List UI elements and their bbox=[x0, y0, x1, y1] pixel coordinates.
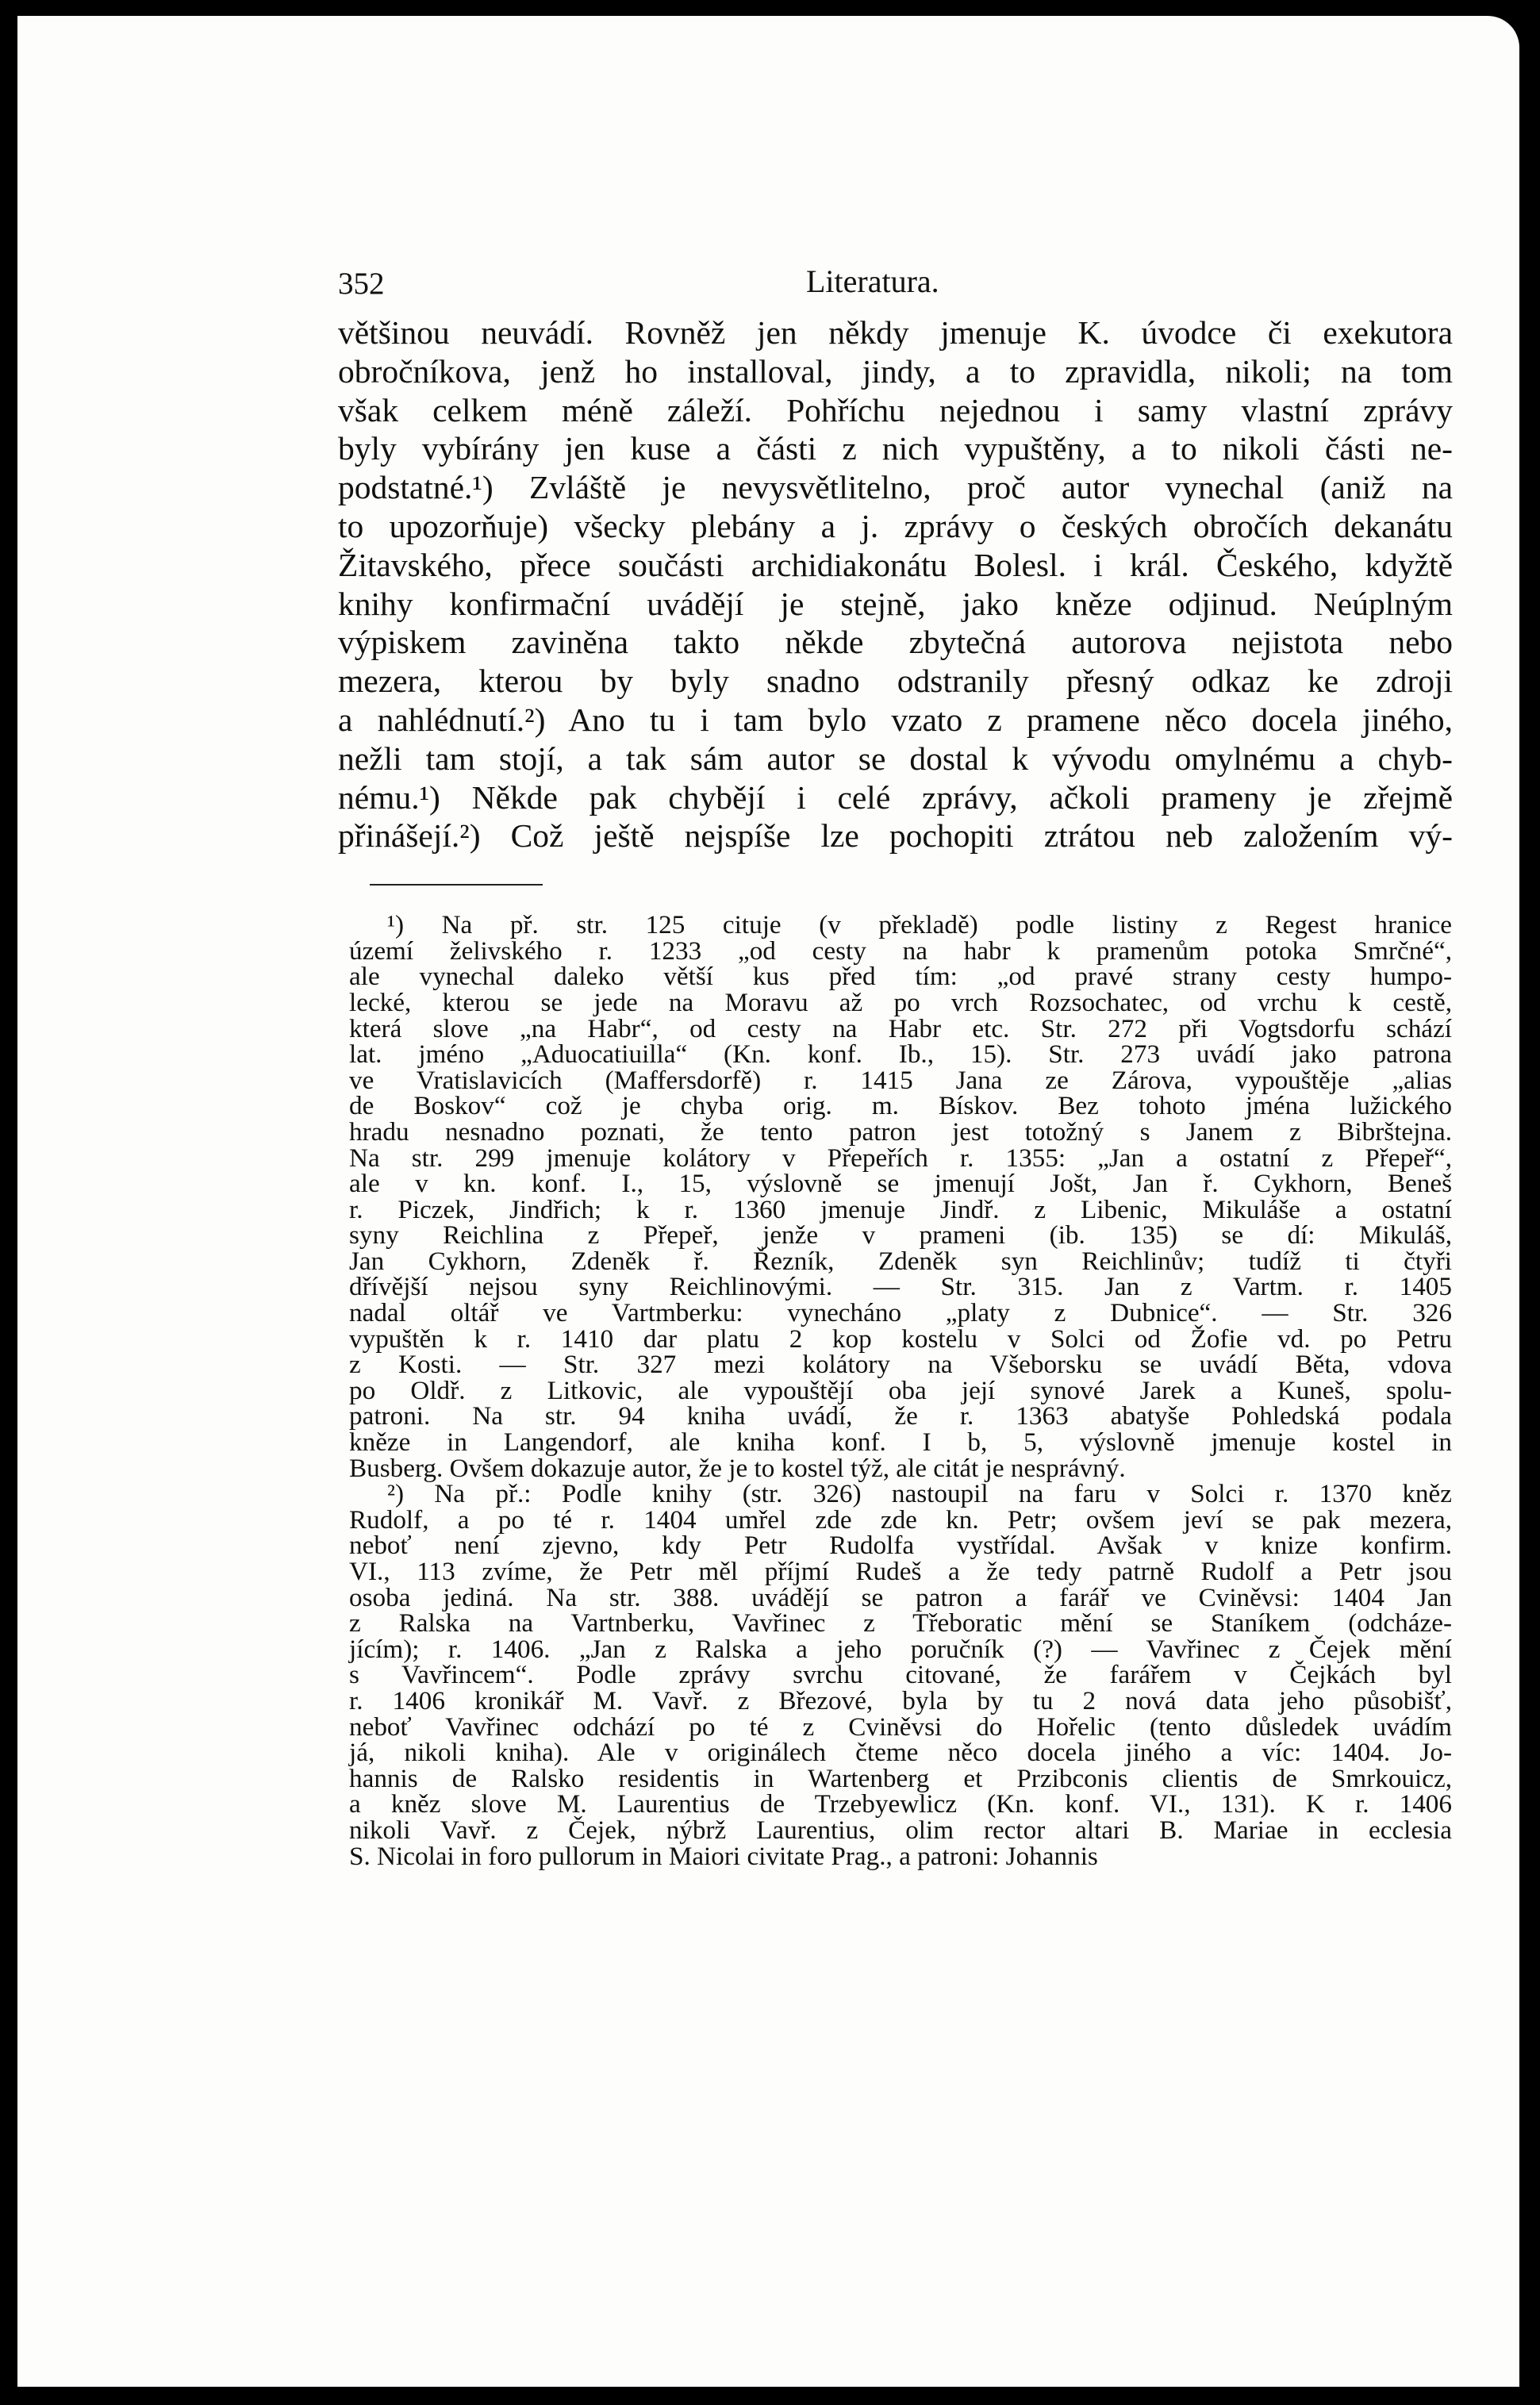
page-number: 352 bbox=[338, 267, 385, 301]
footnote-line: z Ralska na Vartnberku, Vavřinec z Třeboratic mění se Staníkem (odcháze- bbox=[349, 1608, 1452, 1639]
footnote-line: nikoli Vavř. z Čejek, nýbrž Laurentius, olim rector altari B. Mariae in ecclesia bbox=[349, 1815, 1452, 1845]
footnote-line: území želivského r. 1233 „od cesty na habr k pramenům potoka Smrčné“, bbox=[349, 935, 1452, 966]
text-line: však celkem méně záleží. Pohříchu nejednou i samy vlastní zprávy bbox=[338, 391, 1453, 428]
footnote-line: S. Nicolai in foro pullorum in Maiori civitate Prag., a patroni: Johannis bbox=[349, 1841, 1098, 1871]
footnote-line: a kněz slove M. Laurentius de Trzebyewlicz (Kn. konf. VI., 131). K r. 1406 bbox=[349, 1789, 1452, 1819]
book-page bbox=[17, 16, 1519, 2387]
footnote-line: ²) Na př.: Podle knihy (str. 326) nastoupil na faru v Solci r. 1370 kněz bbox=[387, 1479, 1452, 1509]
text-line: nému.¹) Někde pak chybějí i celé zprávy, ačkoli prameny je zřejmě bbox=[338, 778, 1453, 816]
footnote-line: ¹) Na př. str. 125 cituje (v překladě) podle listiny z Regest hranice bbox=[387, 910, 1452, 940]
text-line: většinou neuvádí. Rovněž jen někdy jmenuje K. úvodce či exekutora bbox=[338, 314, 1453, 351]
footnote-line: lecké, kterou se jede na Moravu až po vrch Rozsochatec, od vrchu k cestě, bbox=[349, 987, 1452, 1017]
footnote-line: patroni. Na str. 94 kniha uvádí, že r. 1363 abatyše Pohledská podala bbox=[349, 1401, 1452, 1431]
running-head: Literatura. bbox=[806, 263, 939, 299]
footnote-1 bbox=[349, 912, 1452, 1481]
footnote-line: jícím); r. 1406. „Jan z Ralska a jeho poručník (?) — Vavřinec z Čejek mění bbox=[349, 1634, 1452, 1664]
text-line: podstatné.¹) Zvláště je nevysvětlitelno, proč autor vynechal (aniž na bbox=[338, 469, 1453, 506]
footnote-line: syny Reichlina z Přepeř, jenže v prameni (ib. 135) se dí: Mikuláš, bbox=[349, 1220, 1452, 1251]
footnote-line: osoba jediná. Na str. 388. uvádějí se patron a farář ve Cviněvsi: 1404 Jan bbox=[349, 1582, 1452, 1612]
footnote-line: hannis de Ralsko residentis in Wartenberg et Przibconis clientis de Smrkouicz, bbox=[349, 1763, 1452, 1793]
footnote-line: kněze in Langendorf, ale kniha konf. I b, 5, výslovně jmenuje kostel in bbox=[349, 1427, 1452, 1458]
text-line: přinášejí.²) Což ještě nejspíše lze pochopiti ztrátou neb založením vý- bbox=[338, 817, 1453, 855]
footnote-line: dřívější nejsou syny Reichlinovými. — Str. 315. Jan z Vartm. r. 1405 bbox=[349, 1272, 1452, 1302]
footnote-line: hradu nesnadno poznati, že tento patron jest totožný s Janem z Bibrštejna. bbox=[349, 1116, 1452, 1147]
footnote-line: neboť není zjevno, kdy Petr Rudolfa vystřídal. Avšak v knize konfirm. bbox=[349, 1531, 1452, 1561]
page-header bbox=[322, 234, 1449, 301]
footnote-line: nadal oltář ve Vartmberku: vynecháno „platy z Dubnice“. — Str. 326 bbox=[349, 1298, 1452, 1328]
text-line: nežli tam stojí, a tak sám autor se dostal k vývodu omylnému a chyb- bbox=[338, 740, 1453, 777]
footnote-line: vypuštěn k r. 1410 dar platu 2 kop kostelu v Solci od Žofie vd. po Petru bbox=[349, 1324, 1452, 1354]
footnote-line: která slove „na Habr“, od cesty na Habr etc. Str. 272 při Vogtsdorfu schází bbox=[349, 1013, 1452, 1043]
footnote-2 bbox=[349, 1481, 1452, 1869]
footnote-line: z Kosti. — Str. 327 mezi kolátory na Všeborsku se uvádí Běta, vdova bbox=[349, 1350, 1452, 1380]
footnote-line: ale vynechal daleko větší kus před tím: „od pravé strany cesty humpo- bbox=[349, 962, 1452, 992]
footnote-line: VI., 113 zvíme, že Petr měl příjmí Rudeš a že tedy patrně Rudolf a Petr jsou bbox=[349, 1557, 1452, 1586]
footnote-line: ve Vratislavicích (Maffersdorfě) r. 1415 Jana ze Zárova, vypouštěje „alias bbox=[349, 1065, 1452, 1095]
text-line: knihy konfirmační uvádějí je stejně, jako kněze odjinud. Neúplným bbox=[338, 585, 1453, 622]
footnote-line: neboť Vavřinec odchází po té z Cviněvsi do Hořelic (tento důsledek uvádím bbox=[349, 1712, 1452, 1742]
page-content bbox=[322, 234, 1453, 1871]
footnote-line: r. 1406 kronikář M. Vavř. z Březové, byla by tu 2 nová data jeho působišť, bbox=[349, 1685, 1452, 1715]
footnote-line: Rudolf, a po té r. 1404 umřel zde zde kn. Petr; ovšem jeví se pak mezera, bbox=[349, 1504, 1452, 1535]
text-line: mezera, kterou by byly snadno odstranily přesný odkaz ke zdroji bbox=[338, 663, 1453, 700]
text-line: a nahlédnutí.²) Ano tu i tam bylo vzato z pramene něco docela jiného, bbox=[338, 701, 1453, 738]
footnote-line: já, nikoli kniha). Ale v originálech čteme něco docela jiného a víc: 1404. Jo- bbox=[349, 1738, 1452, 1768]
footnote-line: Busberg. Ovšem dokazuje autor, že je to kostel týž, ale citát je nesprávný. bbox=[349, 1453, 1126, 1483]
text-line: Žitavského, přece součásti archidiakonátu Bolesl. i král. Českého, kdyžtě bbox=[338, 546, 1453, 583]
main-text bbox=[338, 313, 1453, 855]
footnote-line: de Boskov“ což je chyba orig. m. Bískov. Bez tohoto jména lužického bbox=[349, 1091, 1452, 1121]
footnote-line: Jan Cykhorn, Zdeněk ř. Řezník, Zdeněk syn Reichlinův; tudíž ti čtyři bbox=[349, 1246, 1452, 1276]
text-line: výpiskem zaviněna takto někde zbytečná autorova nejistota nebo bbox=[338, 624, 1453, 661]
footnote-line: ale v kn. konf. I., 15, výslovně se jmenují Jošt, Jan ř. Cykhorn, Beneš bbox=[349, 1169, 1452, 1199]
footnote-line: lat. jméno „Aduocatiuilla“ (Kn. konf. Ib., 15). Str. 273 uvádí jako patrona bbox=[349, 1039, 1452, 1070]
footnote-separator bbox=[370, 884, 543, 886]
text-line: to upozorňuje) všecky plebány a j. zprávy o českých obročích dekanátu bbox=[338, 507, 1453, 544]
text-line: byly vybírány jen kuse a části z nich vypuštěny, a to nikoli části ne- bbox=[338, 430, 1453, 467]
footnote-line: Na str. 299 jmenuje kolátory v Přepeřích r. 1355: „Jan a ostatní z Přepeř“, bbox=[349, 1143, 1452, 1173]
text-line: obročníkova, jenž ho installoval, jindy, a to zpravidla, nikoli; na tom bbox=[338, 352, 1453, 390]
footnote-line: r. Piczek, Jindřich; k r. 1360 jmenuje Jindř. z Libenic, Mikuláše a ostatní bbox=[349, 1194, 1452, 1224]
footnote-line: s Vavřincem“. Podle zprávy svrchu citované, že farářem v Čejkách byl bbox=[349, 1660, 1452, 1690]
footnote-line: po Oldř. z Litkovic, ale vypouštějí oba její synové Jarek a Kuneš, spolu- bbox=[349, 1375, 1452, 1405]
